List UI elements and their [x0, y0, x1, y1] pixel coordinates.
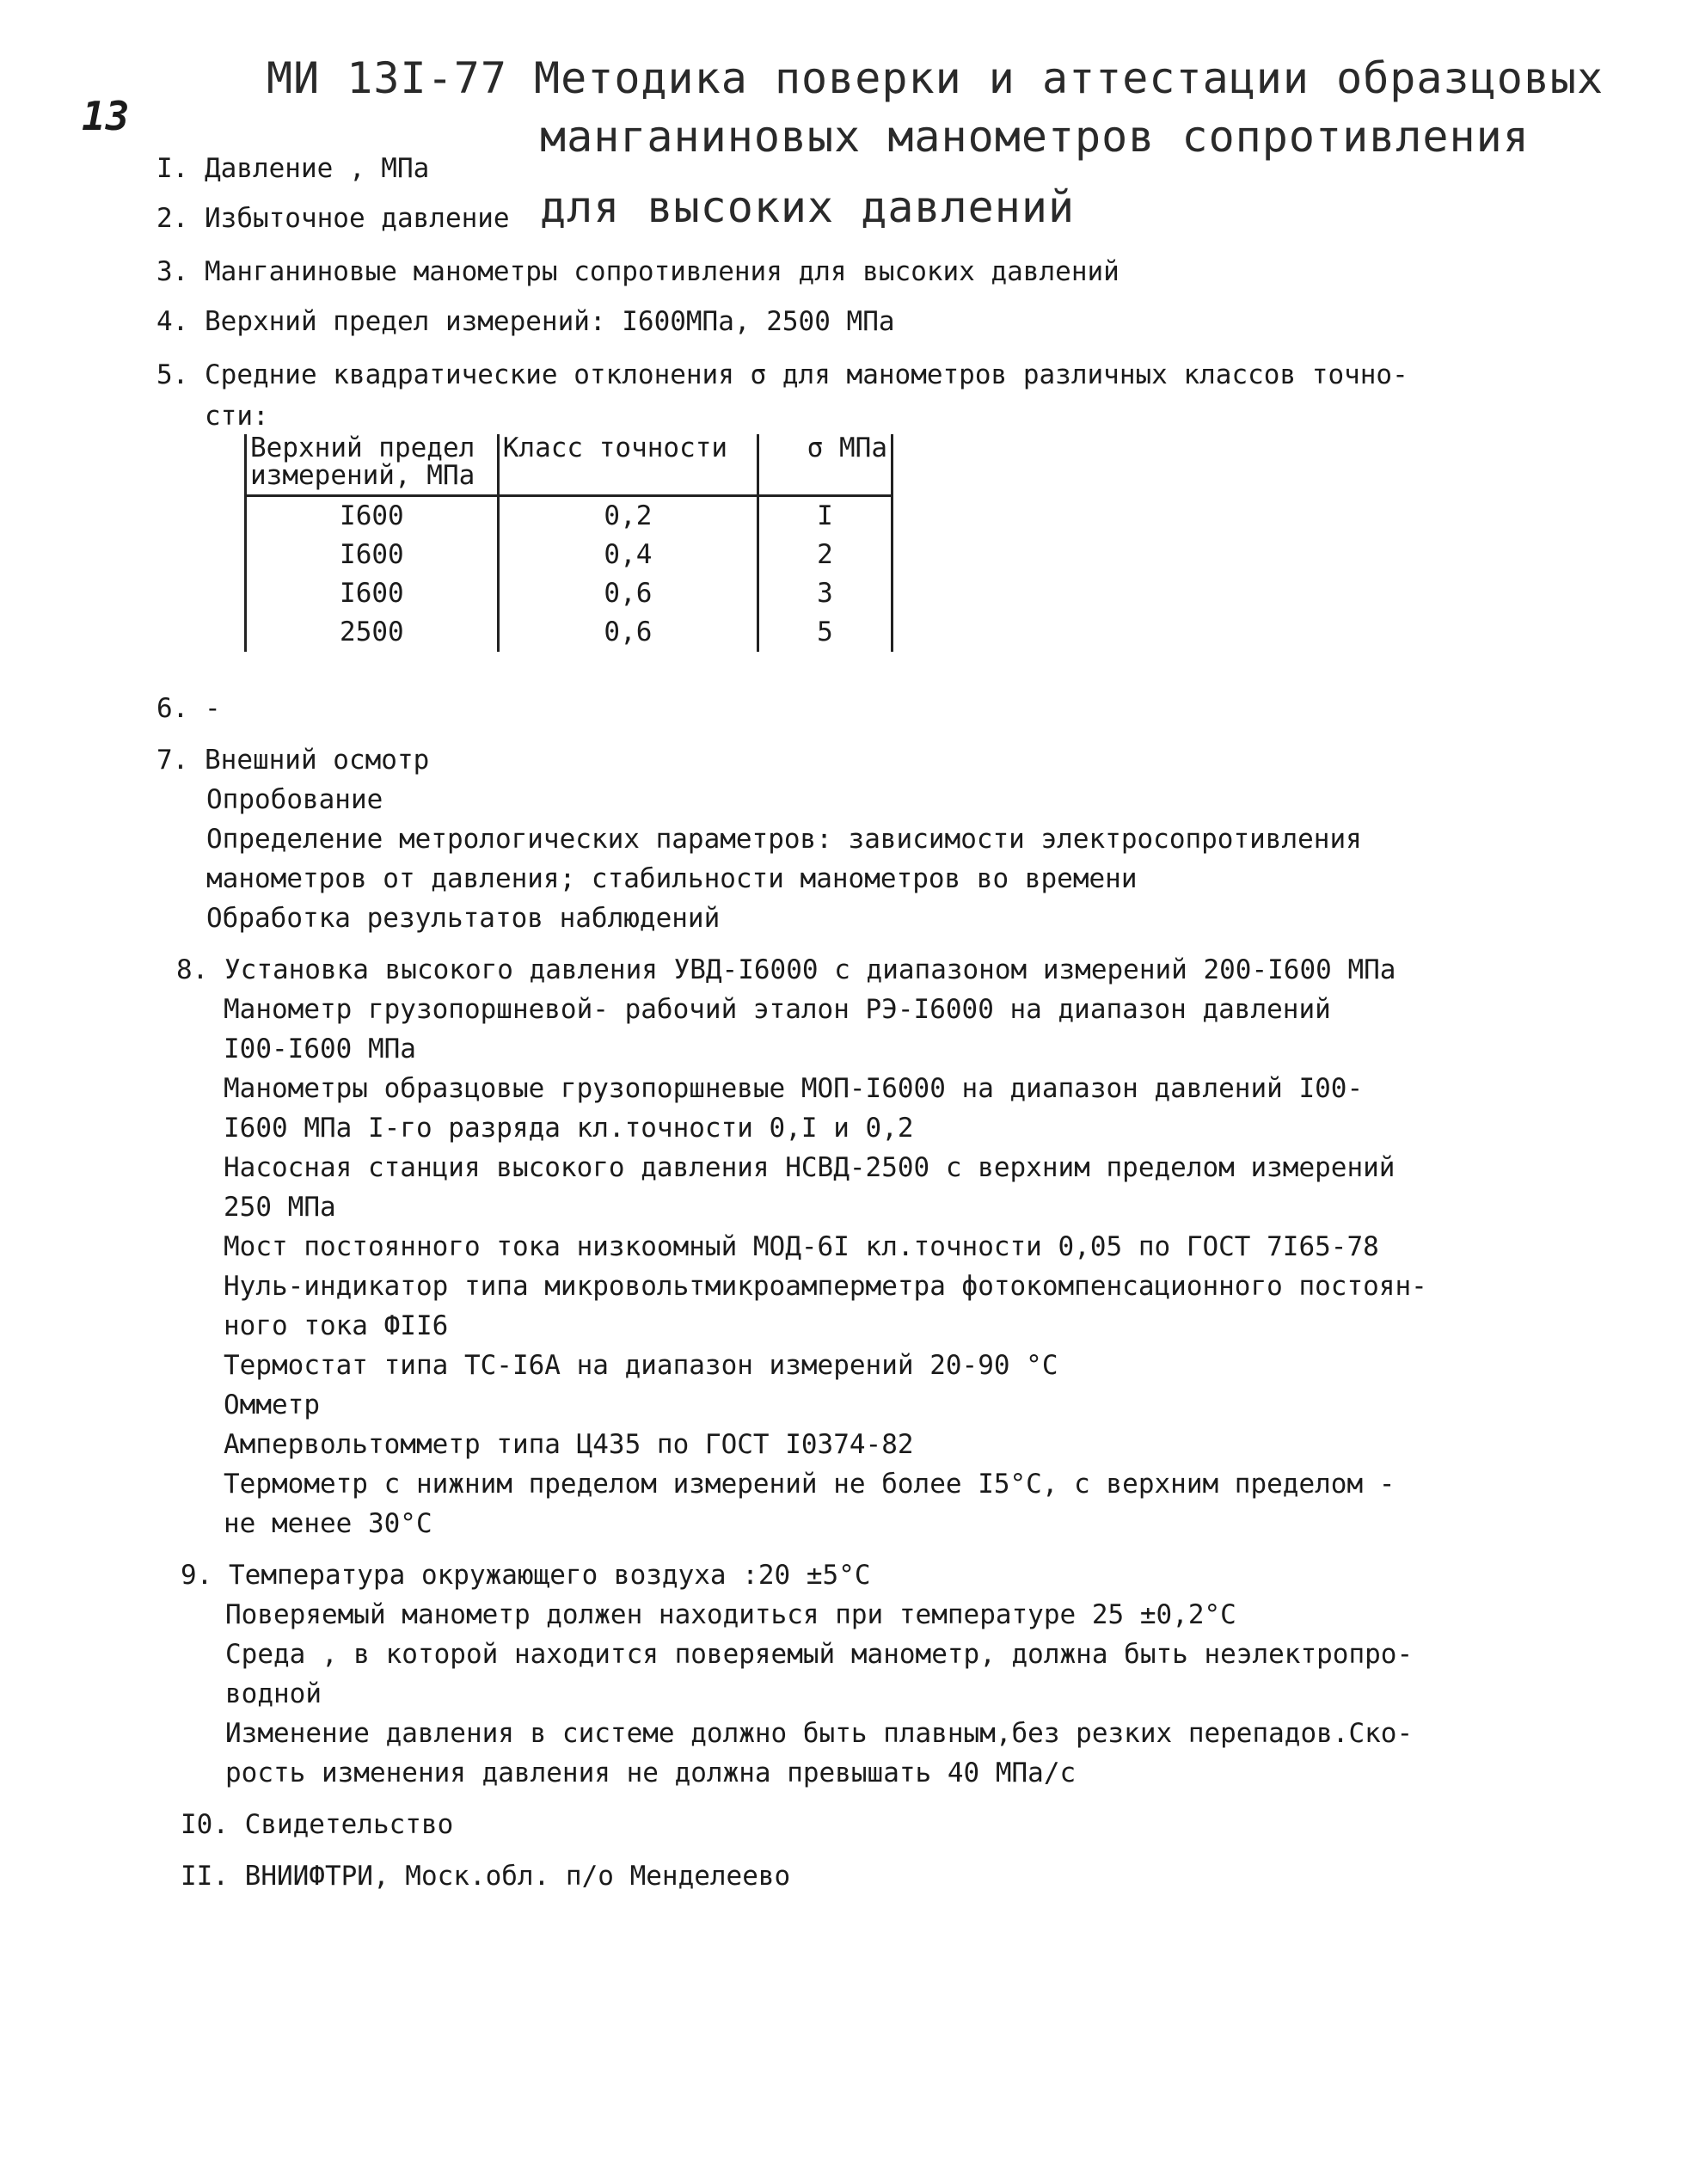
- document-title-line-1: МИ 13I-77 Методика поверки и аттестации образцовых: [267, 53, 1604, 103]
- table-cell: I600: [246, 536, 499, 574]
- table-header-sigma: σ МПа: [758, 434, 892, 496]
- field-8-line: Термостат типа ТС-I6А на диапазон измерений 20-90 °С: [224, 1350, 1058, 1381]
- table-row: [246, 574, 893, 613]
- field-8: 8. Установка высокого давления УВД-I6000 с диапазоном измерений 200-I600 МПа: [176, 954, 1396, 985]
- table-cell: I600: [246, 574, 499, 613]
- table-cell: 0,4: [498, 536, 758, 574]
- sigma-table: [244, 434, 893, 652]
- document-title-line-2: манганиновых манометров сопротивления: [540, 112, 1530, 162]
- table-row: [246, 536, 893, 574]
- table-cell: 2500: [246, 613, 499, 652]
- table-row: [246, 613, 893, 652]
- field-8-line: Насосная станция высокого давления НСВД-2500 с верхним пределом измерений: [224, 1152, 1395, 1183]
- table-cell: 3: [758, 574, 892, 613]
- field-4: 4. Верхний предел измерений: I600МПа, 2500 МПа: [156, 306, 895, 337]
- table-header-limit: Верхний предел измерений, МПа: [246, 434, 499, 496]
- table-cell: 0,6: [498, 613, 758, 652]
- table-cell: 5: [758, 613, 892, 652]
- table-header-row: [246, 434, 893, 496]
- field-7-line: Обработка результатов наблюдений: [206, 903, 721, 934]
- field-2: 2. Избыточное давление: [156, 203, 510, 234]
- field-9-line: водной: [225, 1678, 322, 1709]
- document-title-line-3: для высоких давлений: [540, 182, 1076, 232]
- field-7: 7. Внешний осмотр: [156, 745, 430, 776]
- field-9-line: Поверяемый манометр должен находиться при температуре 25 ±0,2°С: [225, 1599, 1236, 1630]
- field-8-line: I00-I600 МПа: [224, 1034, 416, 1064]
- field-8-line: 250 МПа: [224, 1192, 336, 1223]
- field-9-line: Изменение давления в системе должно быть плавным,без резких перепадов.Ско-: [225, 1718, 1414, 1749]
- field-5-cont: сти:: [205, 401, 269, 432]
- field-8-line: Манометр грузопоршневой- рабочий эталон РЭ-I6000 на диапазон давлений: [224, 994, 1331, 1025]
- table-cell: I: [758, 496, 892, 537]
- field-1: I. Давление , МПа: [156, 153, 430, 184]
- field-8-line: Омметр: [224, 1390, 320, 1420]
- field-6: 6. -: [156, 693, 221, 724]
- field-8-line: ного тока ФII6: [224, 1310, 449, 1341]
- field-5: 5. Средние квадратические отклонения σ для манометров различных классов точно-: [156, 359, 1408, 390]
- field-8-line: Манометры образцовые грузопоршневые МОП-I6000 на диапазон давлений I00-: [224, 1073, 1364, 1104]
- table-cell: 2: [758, 536, 892, 574]
- field-7-line: Определение метрологических параметров: зависимости электросопротивления: [206, 824, 1362, 855]
- field-8-line: Термометр с нижним пределом измерений не более I5°С, с верхним пределом -: [224, 1469, 1395, 1500]
- table-cell: 0,6: [498, 574, 758, 613]
- table-header-class: Класс точности: [498, 434, 758, 496]
- field-11: II. ВНИИФТРИ, Моск.обл. п/о Менделеево: [181, 1861, 791, 1892]
- field-9: 9. Температура окружающего воздуха :20 ±5°С: [181, 1560, 871, 1591]
- field-7-line: манометров от давления; стабильности манометров во времени: [206, 863, 1138, 894]
- table-row: [246, 496, 893, 537]
- field-9-line: рость изменения давления не должна превышать 40 МПа/с: [225, 1758, 1077, 1788]
- field-7-line: Опробование: [206, 784, 383, 815]
- field-8-line: Мост постоянного тока низкоомный МОД-6I кл.точности 0,05 по ГОСТ 7I65-78: [224, 1231, 1379, 1262]
- field-8-line: Ампервольтомметр типа Ц435 по ГОСТ I0374-82: [224, 1429, 914, 1460]
- field-8-line: не менее 30°С: [224, 1508, 432, 1539]
- table-cell: 0,2: [498, 496, 758, 537]
- field-8-line: I600 МПа I-го разряда кл.точности 0,I и 0,2: [224, 1113, 914, 1144]
- field-8-line: Нуль-индикатор типа микровольтмикроамперметра фотокомпенсационного постоян-: [224, 1271, 1427, 1302]
- page-number: 13: [82, 93, 130, 139]
- field-3: 3. Манганиновые манометры сопротивления для высоких давлений: [156, 256, 1119, 287]
- field-9-line: Среда , в которой находится поверяемый манометр, должна быть неэлектропро-: [225, 1639, 1414, 1670]
- field-10: I0. Свидетельство: [181, 1809, 454, 1840]
- table-cell: I600: [246, 496, 499, 537]
